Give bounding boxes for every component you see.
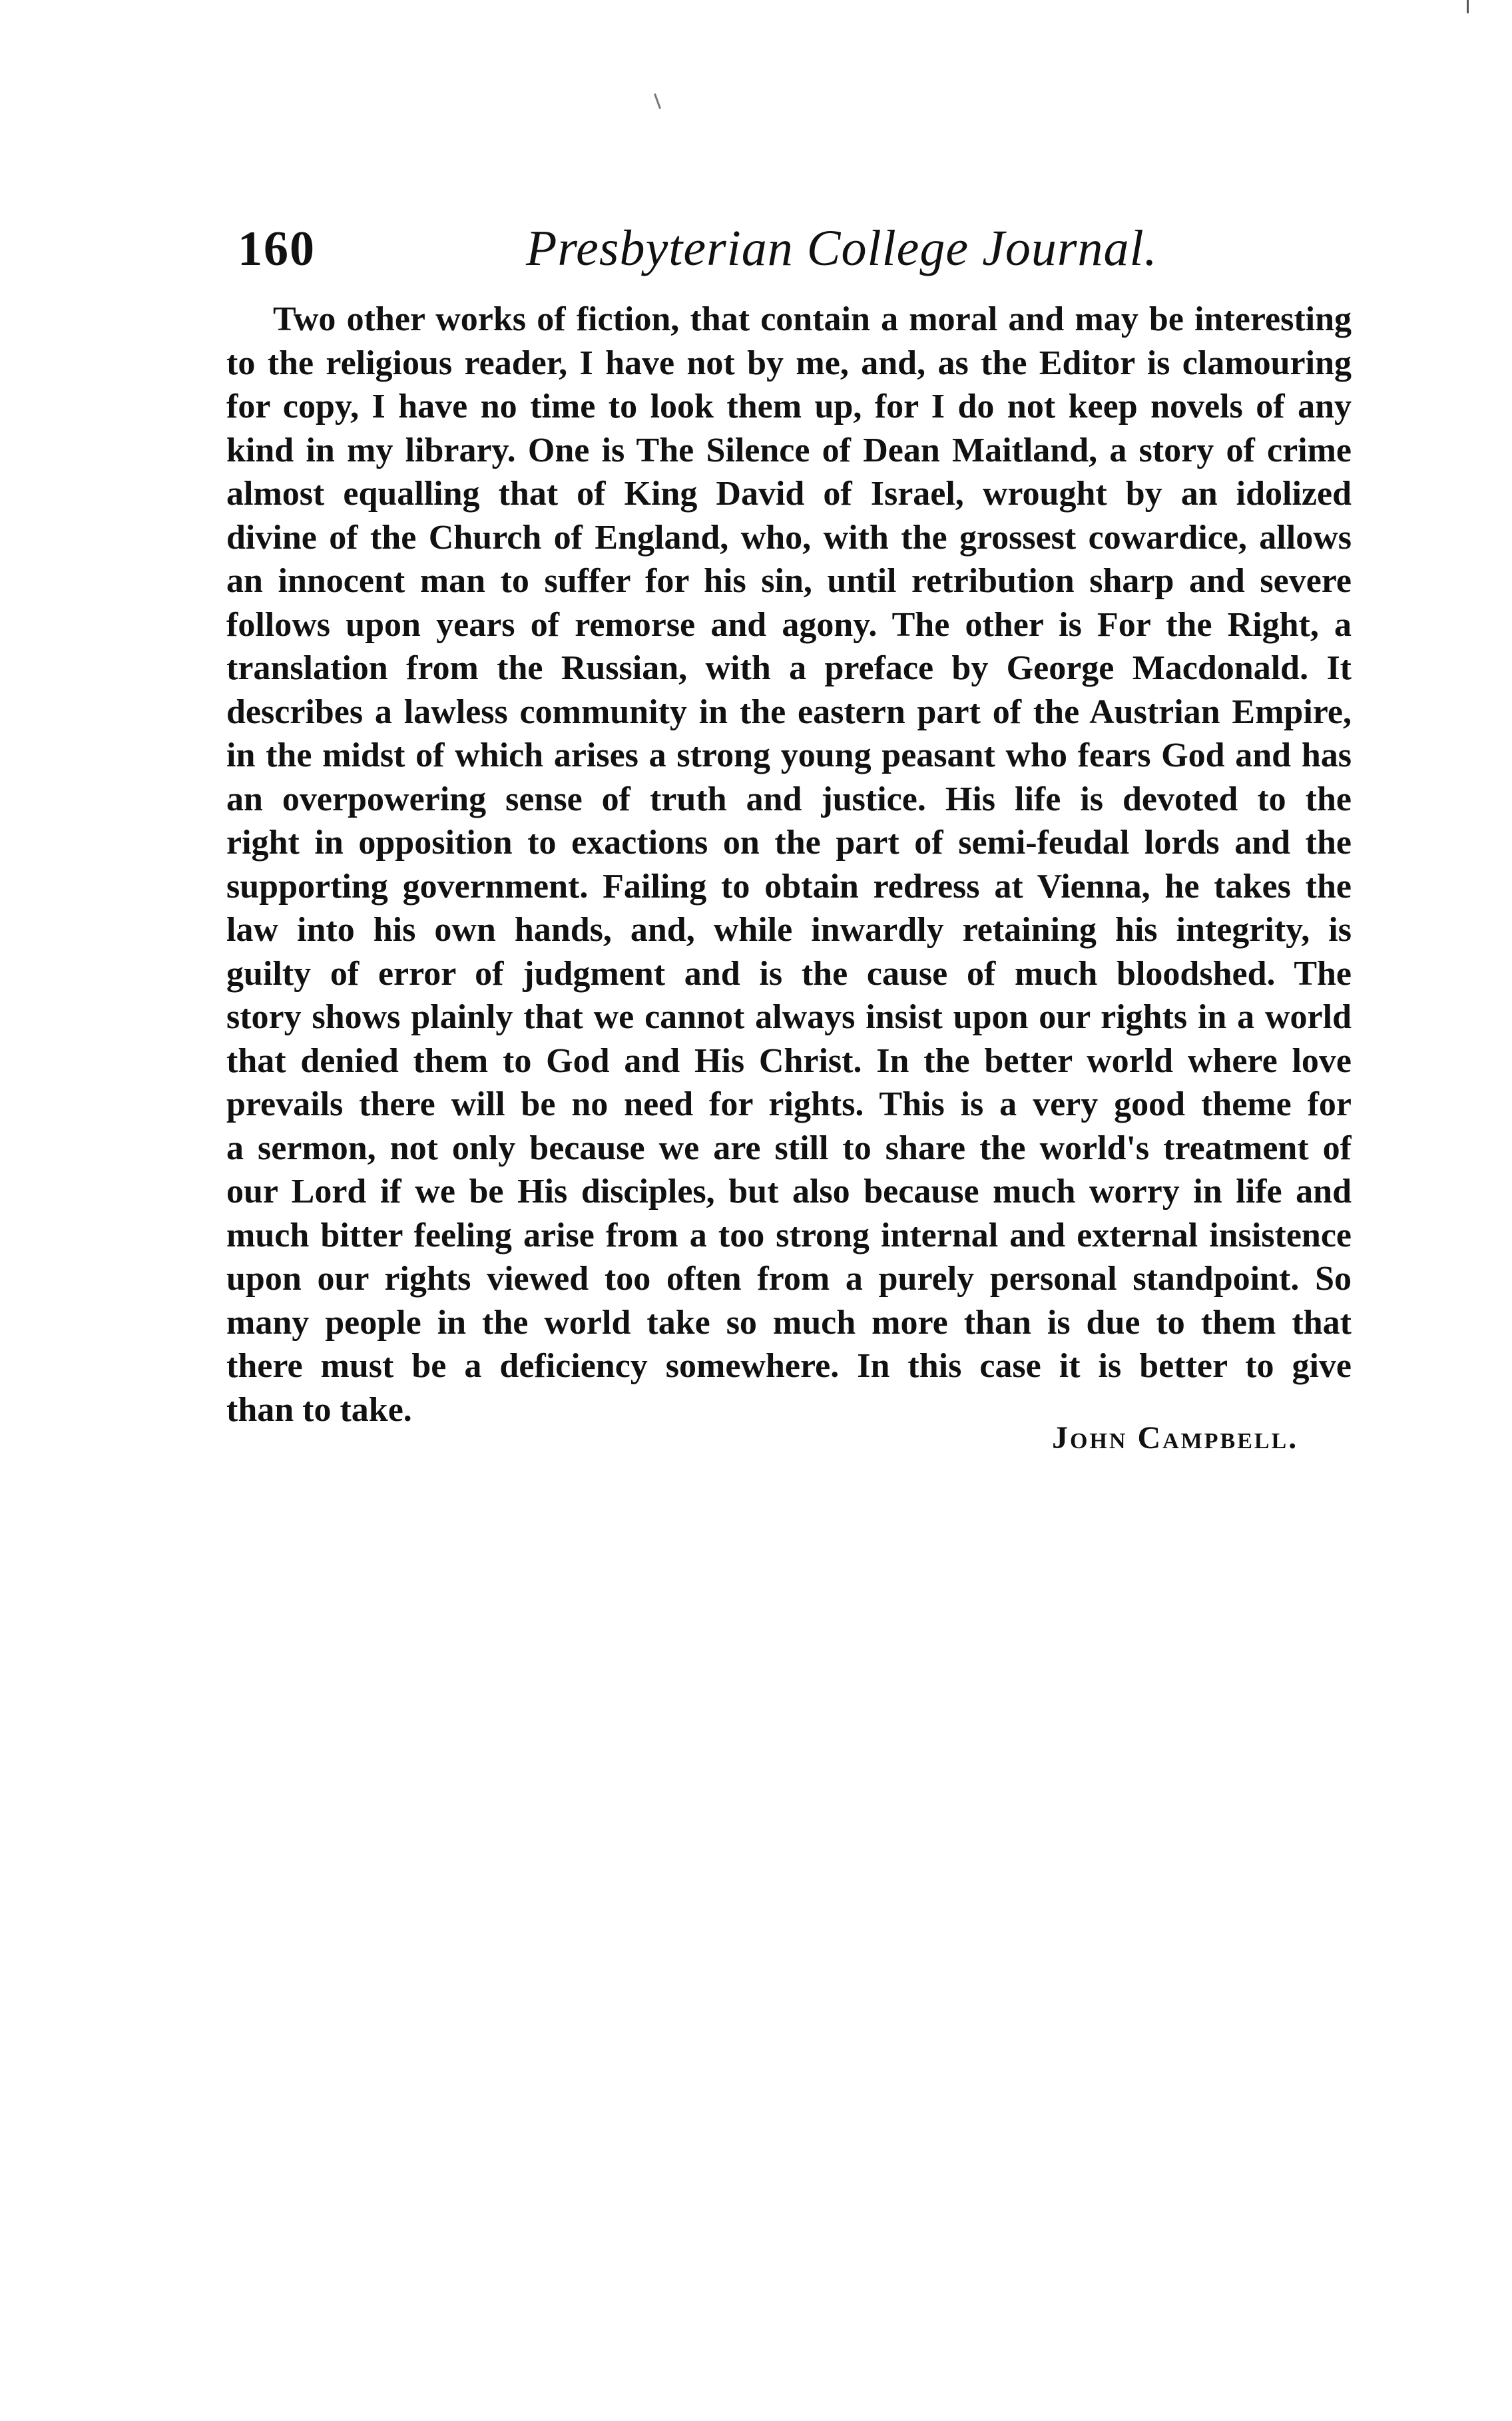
text-line: many people in the world take so much more than is due to them that xyxy=(226,1303,1352,1342)
text-line: our Lord if we be His disciples, but also because much worry in life and xyxy=(226,1173,1352,1210)
text-line: much bitter feeling arise from a too strong internal and external insistence xyxy=(226,1216,1352,1254)
text-line: kind in my library. One is The Silence of Dean Maitland, a story of crime xyxy=(226,431,1352,469)
text-line: translation from the Russian, with a preface by George Macdonald. It xyxy=(226,649,1352,687)
text-line: that denied them to God and His Christ. In the better world where love xyxy=(226,1041,1352,1080)
text-line: to the religious reader, I have not by me, and, as the Editor is clamouring xyxy=(226,344,1352,382)
article-body xyxy=(226,298,1352,1432)
text-line: an innocent man to suffer for his sin, until retribution sharp and severe xyxy=(226,562,1352,600)
text-line: divine of the Church of England, who, with the grossest cowardice, allows xyxy=(226,518,1352,557)
text-line: for copy, I have no time to look them up, for I do not keep novels of any xyxy=(226,388,1352,425)
text-line: law into his own hands, and, while inwardly retaining his integrity, is xyxy=(226,911,1352,949)
scan-mark xyxy=(654,93,661,109)
scan-mark xyxy=(1467,0,1469,13)
text-line: right in opposition to exactions on the part of semi-feudal lords and the xyxy=(226,824,1352,862)
text-line: than to take. xyxy=(226,1390,412,1429)
text-line: Two other works of fiction, that contain a moral and may be interesting xyxy=(273,300,1352,338)
text-line: supporting government. Failing to obtain redress at Vienna, he takes the xyxy=(226,867,1352,906)
author-signature: John Campbell. xyxy=(1052,1420,1299,1456)
text-line: an overpowering sense of truth and justice. His life is devoted to the xyxy=(226,780,1352,818)
text-line: follows upon years of remorse and agony. The other is For the Right, a xyxy=(226,605,1352,644)
text-line: guilty of error of judgment and is the cause of much bloodshed. The xyxy=(226,954,1352,993)
text-line: story shows plainly that we cannot always insist upon our rights in a world xyxy=(226,998,1352,1036)
text-line: almost equalling that of King David of Israel, wrought by an idolized xyxy=(226,475,1352,513)
text-line: in the midst of which arises a strong young peasant who fears God and has xyxy=(226,736,1352,774)
text-line: there must be a deficiency somewhere. In this case it is better to give xyxy=(226,1347,1352,1385)
running-title: Presbyterian College Journal. xyxy=(526,220,1158,276)
text-line: describes a lawless community in the eastern part of the Austrian Empire, xyxy=(226,692,1352,731)
text-line: upon our rights viewed too often from a purely personal standpoint. So xyxy=(226,1260,1352,1298)
text-line: a sermon, not only because we are still to share the world's treatment of xyxy=(226,1129,1352,1167)
text-line: prevails there will be no need for rights. This is a very good theme for xyxy=(226,1085,1352,1123)
page-number: 160 xyxy=(238,222,316,276)
